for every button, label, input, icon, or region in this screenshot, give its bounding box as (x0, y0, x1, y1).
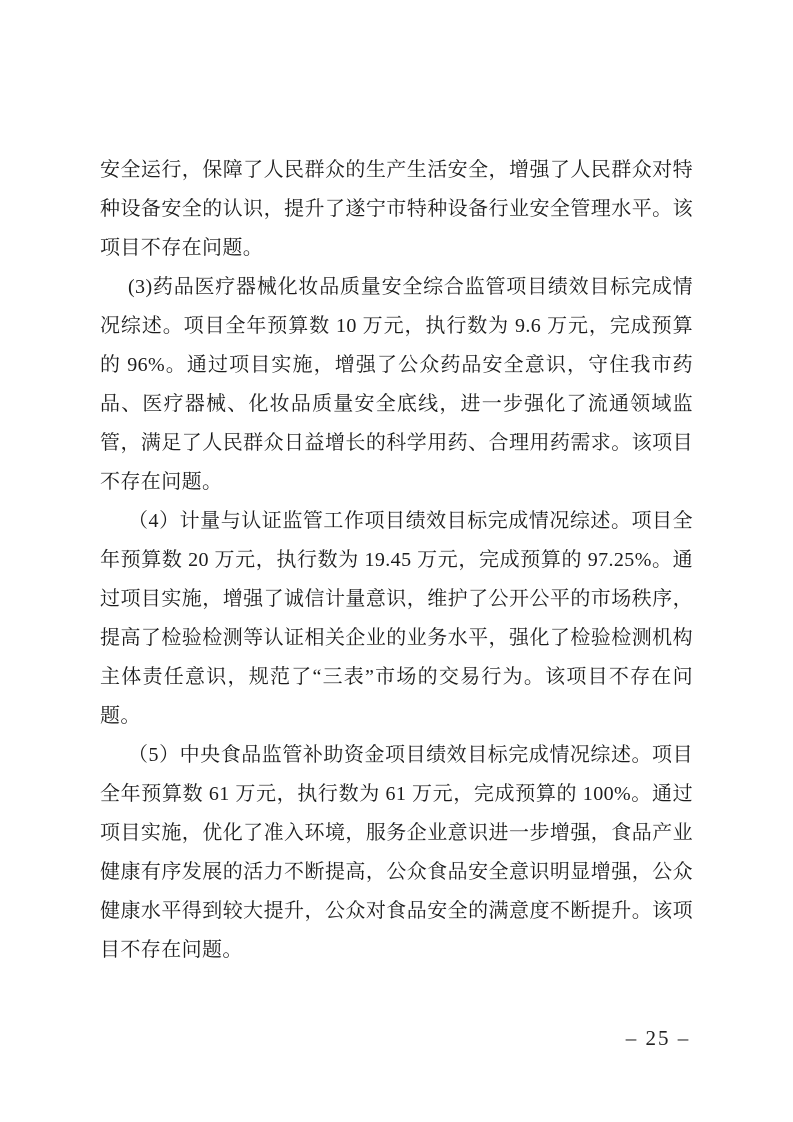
paragraph-item-5: （5）中央食品监管补助资金项目绩效目标完成情况综述。项目全年预算数 61 万元，执行数为 61 万元，完成预算的 100%。通过项目实施，优化了准入环境，服务企业意识进一步增强，食品产业健康有序发展的活力不断提高，公众食品安全意识明显增强，公众健康水平得到较大提升，公众对食品安全的满意度不断提升。该项目不存在问题。 (100, 744, 693, 961)
page-number: – 25 – (625, 1026, 691, 1050)
paragraph-item-4: （4）计量与认证监管工作项目绩效目标完成情况综述。项目全年预算数 20 万元，执行数为 19.45 万元，完成预算的 97.25%。通过项目实施，增强了诚信计量意识，维护了公开公平的市场秩序，提高了检验检测等认证相关企业的业务水平，强化了检验检测机构主体责任意识，规范了“三表”市场的交易行为。该项目不存在问题。 (100, 510, 693, 727)
page-body (100, 151, 693, 970)
paragraph-continuation: 安全运行，保障了人民群众的生产生活安全，增强了人民群众对特种设备安全的认识，提升了遂宁市特种设备行业安全管理水平。该项目不存在问题。 (100, 159, 693, 259)
paragraph-item-3: (3)药品医疗器械化妆品质量安全综合监管项目绩效目标完成情况综述。项目全年预算数 10 万元，执行数为 9.6 万元，完成预算的 96%。通过项目实施，增强了公众药品安全意识，守住我市药品、医疗器械、化妆品质量安全底线，进一步强化了流通领域监管，满足了人民群众日益增长的科学用药、合理用药需求。该项目不存在问题。 (100, 276, 693, 493)
page-footer (600, 1026, 716, 1051)
